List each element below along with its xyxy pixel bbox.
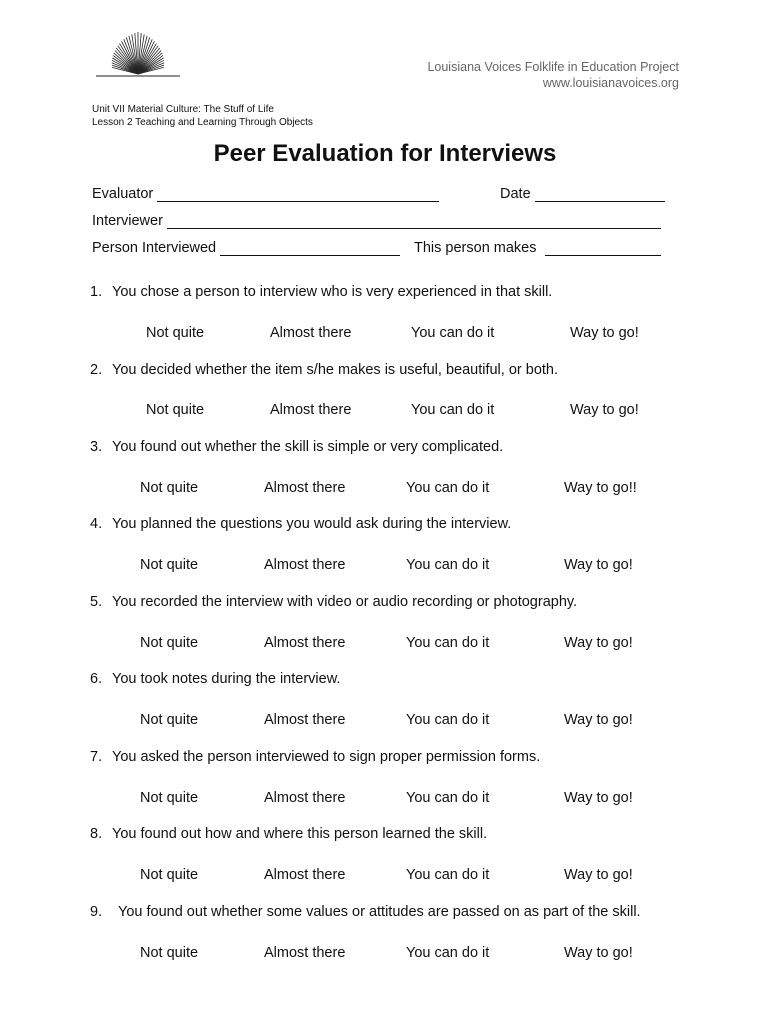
rating-almost-there[interactable]: Almost there: [264, 557, 346, 573]
evaluator-field[interactable]: [92, 186, 439, 202]
question-text: You took notes during the interview.: [112, 671, 341, 687]
page-title: Peer Evaluation for Interviews: [213, 140, 557, 167]
rating-not-quite[interactable]: Not quite: [140, 867, 199, 883]
rating-not-quite[interactable]: Not quite: [140, 790, 199, 806]
date-label: Date: [500, 186, 531, 202]
question-number: 3.: [90, 439, 103, 455]
rating-not-quite[interactable]: Not quite: [140, 945, 199, 961]
rating-almost-there[interactable]: Almost there: [264, 945, 346, 961]
question-3: [90, 439, 503, 455]
question-text: You chose a person to interview who is very experienced in that skill.: [112, 284, 553, 300]
interviewer-field[interactable]: [92, 213, 661, 229]
evaluator-label: Evaluator: [92, 186, 154, 202]
question-number: 8.: [90, 826, 103, 842]
rating-way-to-go[interactable]: Way to go!: [564, 557, 633, 573]
rating-not-quite[interactable]: Not quite: [140, 480, 199, 496]
question-4: [90, 516, 511, 532]
rating-almost-there[interactable]: Almost there: [264, 480, 346, 496]
unit-line: Unit VII Material Culture: The Stuff of Life: [92, 104, 274, 115]
rating-way-to-go[interactable]: Way to go!: [564, 945, 633, 961]
question-text: You planned the questions you would ask during the interview.: [112, 516, 512, 532]
evaluator-blank[interactable]: [157, 187, 439, 202]
rating-you-can-do-it[interactable]: You can do it: [406, 712, 490, 728]
question-text: You asked the person interviewed to sign proper permission forms.: [112, 749, 541, 765]
person-makes-field[interactable]: [414, 240, 661, 256]
date-blank[interactable]: [535, 187, 665, 202]
question-number: 5.: [90, 594, 103, 610]
rating-you-can-do-it[interactable]: You can do it: [406, 945, 490, 961]
rating-not-quite[interactable]: Not quite: [146, 325, 205, 341]
question-number: 6.: [90, 671, 103, 687]
rating-almost-there[interactable]: Almost there: [264, 635, 346, 651]
question-8: [90, 826, 487, 842]
rating-almost-there[interactable]: Almost there: [270, 325, 352, 341]
question-7: [90, 749, 540, 765]
rating-almost-there[interactable]: Almost there: [264, 867, 346, 883]
rating-almost-there[interactable]: Almost there: [264, 712, 346, 728]
person-makes-label: This person makes: [414, 240, 537, 256]
question-number: 4.: [90, 516, 103, 532]
rating-you-can-do-it[interactable]: You can do it: [411, 402, 495, 418]
rating-way-to-go[interactable]: Way to go!: [570, 402, 639, 418]
question-text: You found out how and where this person learned the skill.: [112, 826, 488, 842]
rating-you-can-do-it[interactable]: You can do it: [406, 480, 490, 496]
rating-you-can-do-it[interactable]: You can do it: [406, 557, 490, 573]
rating-not-quite[interactable]: Not quite: [140, 712, 199, 728]
question-1: [90, 284, 552, 300]
question-9: [90, 904, 641, 920]
question-2: [90, 362, 558, 378]
rating-you-can-do-it[interactable]: You can do it: [406, 867, 490, 883]
rating-way-to-go[interactable]: Way to go!: [564, 635, 633, 651]
question-text: You recorded the interview with video or audio recording or photography.: [112, 594, 578, 610]
louisiana-voices-logo-icon: [92, 24, 184, 84]
interviewer-blank[interactable]: [167, 214, 661, 229]
rating-not-quite[interactable]: Not quite: [146, 402, 205, 418]
rating-way-to-go[interactable]: Way to go!: [564, 790, 633, 806]
rating-not-quite[interactable]: Not quite: [140, 557, 199, 573]
person-interviewed-label: Person Interviewed: [92, 240, 217, 256]
question-number: 2.: [90, 362, 103, 378]
rating-way-to-go[interactable]: Way to go!: [564, 867, 633, 883]
question-5: [90, 594, 577, 610]
person-makes-blank[interactable]: [545, 241, 661, 256]
rating-you-can-do-it[interactable]: You can do it: [406, 635, 490, 651]
rating-way-to-go[interactable]: Way to go!: [570, 325, 639, 341]
question-number: 7.: [90, 749, 103, 765]
rating-not-quite[interactable]: Not quite: [140, 635, 199, 651]
rating-way-to-go[interactable]: Way to go!: [564, 712, 633, 728]
org-name: Louisiana Voices Folklife in Education Project: [427, 60, 679, 74]
person-interviewed-blank[interactable]: [220, 241, 400, 256]
question-text: You decided whether the item s/he makes is useful, beautiful, or both.: [112, 362, 559, 378]
lesson-line: Lesson 2 Teaching and Learning Through Objects: [92, 117, 313, 128]
question-text: You found out whether some values or attitudes are passed on as part of the skill.: [118, 904, 641, 920]
question-6: [90, 671, 340, 687]
rating-you-can-do-it[interactable]: You can do it: [406, 790, 490, 806]
rating-almost-there[interactable]: Almost there: [270, 402, 352, 418]
rating-almost-there[interactable]: Almost there: [264, 790, 346, 806]
org-url: www.louisianavoices.org: [542, 76, 679, 90]
rating-way-to-go[interactable]: Way to go!!: [564, 480, 637, 496]
date-field[interactable]: [500, 186, 665, 202]
question-text: You found out whether the skill is simple or very complicated.: [112, 439, 504, 455]
question-number: 1.: [90, 284, 103, 300]
question-number: 9.: [90, 904, 103, 920]
interviewer-label: Interviewer: [92, 213, 163, 229]
rating-you-can-do-it[interactable]: You can do it: [411, 325, 495, 341]
person-interviewed-field[interactable]: [92, 240, 400, 256]
